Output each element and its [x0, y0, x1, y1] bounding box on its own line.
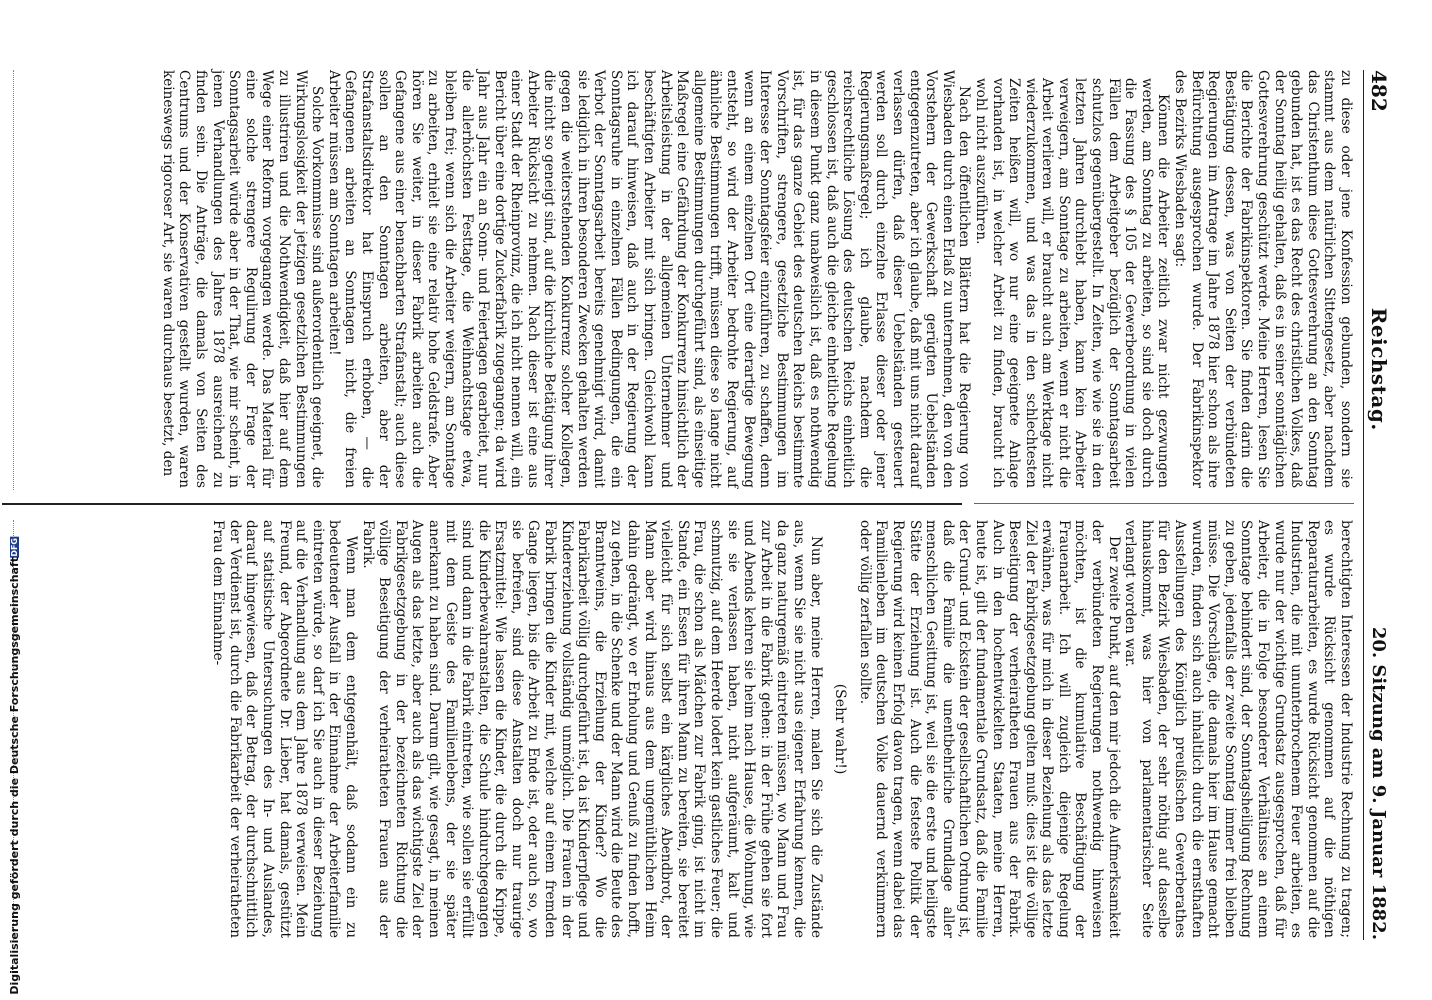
paragraph: Wenn man dem entgegenhält, daß sodann ein zu bedeutender Ausfall in der Einnahme der Arbeiterfamilie eintreten würde, so darf ich Sie auch in dieser Beziehung auf die Verhandlung aus dem Jahre 1878 verweisen. Mein Freund, der Abgeordnete Dr. Lieber, hat damals, gestützt auf statistische Untersuchungen des In- und Auslandes, darauf hingewiesen, daß der Betrag, der durchschnittlich der Verdienst ist, durch die Fabrikarbeit der verheiratheten Frau dem Einnahme-	[210, 520, 359, 938]
right-column	[0, 520, 1354, 938]
running-title: Reichstag.	[1367, 307, 1391, 431]
paragraph: Solche Vorkommnisse sind außerordentlich geeignet, die Wirkungslosigkeit der jetzigen gesetzlichen Bestimmungen zu illustriren und die Nothwendigkeit, daß hier auf dem Wege einer Reform vorgegangen werde. Das Material für eine solche strengere Regulirung der Frage der Sonntagsarbeit würde aber in der That, wie mir scheint, in jenen Verhandlungen des Jahres 1878 ausreichend zu finden sein. Die Anträge, die damals von Seiten des Centrums und der Konservativen gestellt wurden, waren keineswegs rigoroser Art, sie waren durchaus besetzt, den	[159, 70, 326, 488]
column-divider	[2, 503, 962, 505]
paragraph: berechtigten Interessen der Industrie Rechnung zu tragen; es wurde Rücksicht genommen auf die nöthigen Reparaturarbeiten, es wurde Rücksicht genommen auf die Industrien, die mit ununterbrochenem Feuer arbeiten, es wurde nur der wichtige Grundsatz ausgesprochen, daß für Arbeiter, die in Folge besonderer Verhältnisse an einem Sonntage behindert sind, der Sonntagsheiligung Rechnung zu geben, jedenfalls der zweite Sonntag immer frei bleiben müsse. Die Vorschläge, die damals hier im Hause gemacht wurden, finden sich auch inhaltlich durch die ernsthaften Ausstellungen des Königlich preußischen Gewerberathes für den Bezirk Wiesbaden, der sehr nöthig auf dasselbe hinauskommt, was hier von parlamentarischer Seite verlangt worden war.	[1122, 520, 1354, 938]
left-column	[0, 70, 1354, 488]
interjection: (Sehr wahr!)	[832, 683, 849, 775]
paragraph: zu diese oder jene Konfession gebunden, sondern sie stammt aus dem natürlichen Sittengesetz, aber nachdem das Christenthum diese Gottesverehrung an den Sonntag gebunden hat, ist es das Recht des christlichen Volkes, daß der Sonntag heilig gehalten, daß es in seiner sonntäglichen Gottesverehrung geschützt werde. Meine Herren, lesen Sie die Berichte der Fabrikinspektoren. Sie finden darin die Bestätigung dessen, was von Seiten der verbündeten Regierungen im Antrage im Jahre 1878 hier schon als ihre Befürchtung ausgesprochen wurde. Der Fabrikinspektor des Bezirks Wiesbaden sagt:	[1172, 70, 1354, 488]
credit-text: Digitalisierung gefördert durch die Deutsche Forschungsgemeinschaft	[7, 557, 21, 995]
quoted-report: Können die Arbeiter zeitlich zwar nicht gezwungen werden, am Sonntag zu arbeiten, so sind sie doch durch die Fassung des § 105 der Gewerbeordnung in vielen Fällen dem Arbeitgeber bezüglich der Sonntagsarbeit schutzlos gegenübergestellt. In Zeiten, wie wie sie in den letzten Jahren durchlebt haben, kann kein Arbeiter verweigern, am Sonntage zu arbeiten, wenn er nicht die Arbeit verlieren will, er braucht auch am Werktage nicht wiederzukommen, und was das in den schlechtesten Zeiten heißen will, wo nur eine geeignete Anlage vorhanden ist, in welcher Arbeit zu finden, braucht ich wohl nicht auszuführen.	[972, 78, 1172, 488]
session-info: 20. Sitzung am 9. Januar 1882.	[1368, 626, 1390, 940]
dfg-logo-icon: DFG	[9, 537, 19, 557]
paragraph: Nach den öffentlichen Blättern hat die Regierung von Wiesbaden durch einen Erlaß zu unternehmen, den von den Vorstehern der Gewerkschaft gerügten Uebelständen entgegenzutreten, aber ich glaube, daß mit uns nicht darauf verlassen dürfen, daß dieser Uebelständen gesteuert werden soll durch einzelne Erlasse dieser oder jener Regierungsmaßregel; ich glaube, nachdem die reichsrechtliche Lösung des deutschen Reichs einheitlich geschlossen ist, daß auch die gleiche einheitliche Regelung in diesem Punkt ganz unabweislich ist, daß es nothwendig ist, für das ganze Gebiet des deutschen Reichs bestimmte Vorschriften, strengere, gesetzliche Bestimmungen im Interesse der Sonntagsfeier einzuführen, zu schaffen, denn wenn an einem einzelnen Ort eine derartige Bewegung entsteht, so wird der Arbeiter bedrohte Regierung, auf ähnliche Bestimmungen trifft, müssen diese so lange nicht allgemeine Bestimmungen durchgeführt sind, als einseitige Maßregel eine Gefährdung der Konkurrenz hinsichtlich der Arbeitsleistung in der allgemeinen Unternehmer und beschäftigten Arbeiter mit sich bringen. Gleichwohl kann ich darauf hinweisen, daß auch in der Regierung der Sonntagsruhe in einzelnen Fällen Bedingungen, die ein Verbot der Sonntagsarbeit bereits genehmigt wird, damit sie lediglich in ihren besonderen Zwecken gehalten werden gegen die weiterstehenden Konkurrenz solcher Kollegen, die nicht so geneigt sind, auf die kirchliche Betätigung ihrer Arbeiter Rücksicht zu nehmen. Nach dieser ist eine aus einer Stadt der Rheinprovinz, die ich nicht nennen will, ein Bericht über eine dortige Zuckerfabrik zugegangen; da wird Jahr aus Jahr ein an Sonn- und Feiertagen gearbeitet, nur die allerhöchsten Festtage, die Weihnachtstage etwa, bleiben frei; wenn sich die Arbeiter weigern, am Sonntage zu arbeiten, erhielt sie eine relativ hohe Geldstrafe. Aber hören Sie weiter, in dieser Fabrik arbeiten auch die Gefangene aus einer benachbarten Strafanstalt; auch diese sollen an den Sonntagen arbeiten, aber der Strafanstaltsdirektor hat Einspruch erhoben, — die Gefangenen arbeiten an Sonntagen nicht, die freien Arbeiter müssen am Sonntagen arbeiten!	[325, 70, 973, 488]
paragraph: Der zweite Punkt, auf den mir jedoch die Aufmerksamkeit der verbündeten Regierungen nothwendig hinweisen möchten, ist die kumulative Beschäftigung der Frauenarbeit. Ich will zugleich diejenige Regelung erwähnen, was für mich in dieser Beziehung als das letzte Ziel der Fabrikgesetzgebung gelten muß: dies ist die völlige Beseitigung der verheiratheten Frauen aus der Fabrik. Auch in den hochentwickelten Staaten, meine Herren, heute ist, gilt der fundamentale Grundsatz, daß die Familie der Grund- und Eckstein der gesellschaftlichen Ordnung ist, daß die Familie die unentbehrliche Grundlage aller menschlichen Gesittung ist, weil sie die erste und heiligste Stätte der Erziehung ist. Auch die festeste Politik der Regierung wird keinen Erfolg davon tragen, wenn dabei das Familienleben im deutschen Volke dauernd verkümmern oder völlig zerfallen sollte.	[856, 520, 1122, 938]
footer-rule-left	[13, 70, 14, 490]
paragraph: Nun aber, meine Herren, malen Sie sich die Zustände aus, wenn Sie sie nicht aus eigener Erfahrung kennen, die da ganz naturgemäß eintreten müssen, wo Mann und Frau zur Arbeit in die Fabrik gehen: in der Frühe gehen sie fort und Abends kehren sie heim nach Hause, die Wohnung, wie sie sie verlassen haben, nicht aufgeräumt, kalt und schmutzig, auf dem Heerde lodert kein gastliches Feuer; die Frau, die schon als Mädchen zur Fabrik ging, ist nicht im Stande, ein Essen für ihren Mann zu bereiten, sie bereitet vielleicht für sich selbst ein kärgliches Abendbrot, der Mann aber wird hinaus aus dem ungemüthlichen Heim dahin gedrängt, wo er Erholung und Genuß zu finden hofft, zu gehen, in die Schenke und der Mann wird die Beute des Branntweins, die Erziehung der Kinder? Wo die Fabrikarbeit völlig durchgeführt ist, da ist Kinderpflege und Kindererziehung vollständig unmöglich. Die Frauen in der Fabrik bringen die Kinder mit, welche auf einem fremden Gange liegen, bis die Arbeit zu Ende ist, oder auch so, wo sie befreien, sind diese Anstalten doch nur traurige Ersatzmittel: Wie lassen die Kinder, die durch die Krippe, die Kinderbewahranstalten, die Schule hindurchgegangen sind und dann in die Fabrik eintreten, wie sollen sie erfüllt mit dem Geiste des Familienlebens, der sie später anerkannt zu haben sind. Darum gilt, wie gesagt, in meinen Augen als das letzte, aber auch als das wichtigste Ziel der Fabrikgesetzgebung in der bezeichneten Richtung die völlige Beseitigung der verheiratheten Frauen aus der Fabrik.	[359, 520, 824, 938]
column-divider-top	[974, 503, 1354, 504]
digitization-credit	[2, 537, 26, 995]
page-number: 482	[1367, 70, 1391, 112]
page-header	[1363, 70, 1394, 940]
